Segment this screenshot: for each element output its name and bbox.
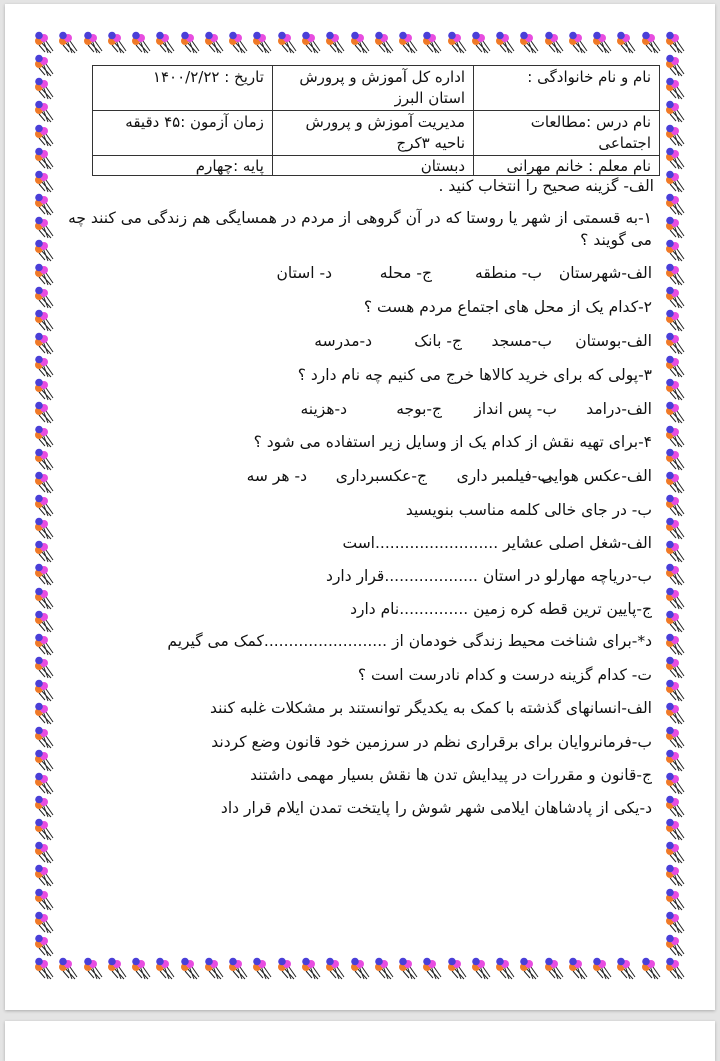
section-a-title: الف- گزینه صحیح را انتخاب کنید . [438, 177, 654, 195]
balloon-icon [203, 31, 225, 55]
question-4-text: ۴-برای تهیه نقش از کدام یک از وسایل زیر استفاده می شود ؟ [253, 433, 652, 451]
option: ج-بوجه [396, 400, 442, 418]
balloon-icon [130, 31, 152, 55]
balloon-icon [664, 610, 686, 634]
balloon-icon [33, 124, 55, 148]
balloon-icon [567, 957, 589, 981]
balloon-icon [33, 587, 55, 611]
balloon-icon [349, 957, 371, 981]
balloon-icon [154, 957, 176, 981]
balloon-icon [664, 448, 686, 472]
balloon-icon [494, 957, 516, 981]
option: د-هزینه [300, 400, 347, 418]
balloon-icon [33, 147, 55, 171]
balloon-icon [33, 193, 55, 217]
balloon-icon [664, 471, 686, 495]
balloon-icon [664, 702, 686, 726]
balloon-icon [300, 31, 322, 55]
balloon-icon [106, 957, 128, 981]
fill-blank-item: ب-دریاچه مهارلو در استان ...................قرار دارد [326, 567, 652, 585]
student-name-cell: نام و نام خانوادگی : [474, 66, 660, 111]
exam-header-table [92, 65, 660, 176]
balloon-icon [33, 563, 55, 587]
balloon-icon [591, 31, 613, 55]
balloon-icon [33, 888, 55, 912]
question-3-options [300, 399, 652, 419]
balloon-icon [470, 957, 492, 981]
section-c-title: ت- کدام گزینه درست و کدام نادرست است ؟ [357, 666, 652, 684]
balloon-icon [33, 170, 55, 194]
balloon-icon [33, 726, 55, 750]
balloon-icon [615, 31, 637, 55]
balloon-icon [33, 957, 55, 981]
balloon-icon [179, 957, 201, 981]
balloon-icon [106, 31, 128, 55]
option: الف-درامد [586, 400, 652, 418]
balloon-icon [664, 77, 686, 101]
balloon-icon [33, 309, 55, 333]
balloon-icon [664, 494, 686, 518]
balloon-icon [494, 31, 516, 55]
exam-date-cell: تاریخ : ۱۴۰۰/۲/۲۲ [93, 66, 273, 111]
option: د- هر سه [246, 467, 307, 485]
next-page-edge [5, 1021, 715, 1061]
balloon-icon [518, 957, 540, 981]
balloon-icon [664, 378, 686, 402]
balloon-icon [33, 841, 55, 865]
balloon-icon [33, 77, 55, 101]
balloon-icon [33, 679, 55, 703]
balloon-icon [664, 540, 686, 564]
balloon-icon [664, 401, 686, 425]
balloon-icon [397, 31, 419, 55]
balloon-icon [33, 934, 55, 958]
balloon-icon [518, 31, 540, 55]
balloon-icon [33, 494, 55, 518]
balloon-icon [33, 425, 55, 449]
balloon-icon [82, 957, 104, 981]
balloon-icon [33, 286, 55, 310]
balloon-icon [33, 471, 55, 495]
balloon-icon [227, 31, 249, 55]
balloon-icon [33, 517, 55, 541]
balloon-icon [664, 633, 686, 657]
option: ج- بانک [414, 332, 462, 350]
subject-cell: نام درس :مطالعات اجتماعی [474, 111, 660, 156]
fill-blank-item: الف-شغل اصلی عشایر .........................است [342, 534, 652, 552]
balloon-icon [446, 957, 468, 981]
balloon-icon [591, 957, 613, 981]
balloon-icon [33, 332, 55, 356]
exam-duration-cell: زمان آزمون :۴۵ دقیقه [93, 111, 273, 156]
option: ب-مسجد [491, 332, 552, 350]
fill-blank-item: د*-برای شناخت محیط زندگی خودمان از .........................کمک می گیریم [167, 632, 652, 650]
balloon-icon [33, 818, 55, 842]
balloon-icon [179, 31, 201, 55]
balloon-icon [640, 31, 662, 55]
balloon-icon [664, 587, 686, 611]
balloon-icon [664, 263, 686, 287]
question-4-options [247, 466, 652, 486]
balloon-icon [397, 957, 419, 981]
true-false-item: الف-انسانهای گذشته با کمک به یکدیگر توانستند بر مشکلات غلبه کنند [210, 699, 652, 717]
balloon-icon [57, 957, 79, 981]
balloon-icon [446, 31, 468, 55]
option: د- استان [276, 264, 332, 282]
question-1-text: ۱-به قسمتی از شهر یا روستا که در آن گروهی از مردم در همسایگی هم زندگی می کنند چه [68, 209, 652, 227]
balloon-icon [33, 378, 55, 402]
option: ج-عکسبرداری [335, 467, 427, 485]
balloon-icon [33, 540, 55, 564]
question-1-text-cont: می گویند ؟ [580, 231, 652, 249]
balloon-icon [664, 841, 686, 865]
balloon-icon [664, 795, 686, 819]
balloon-icon [664, 517, 686, 541]
option: الف-بوستان [575, 332, 652, 350]
balloon-icon [300, 957, 322, 981]
balloon-icon [664, 100, 686, 124]
balloon-icon [640, 957, 662, 981]
balloon-icon [33, 633, 55, 657]
fill-blank-item: ج-پایین ترین قطه کره زمین ..............نام دارد [350, 600, 652, 618]
balloon-icon [664, 355, 686, 379]
option: ب- پس انداز [474, 400, 557, 418]
header-row [93, 66, 660, 111]
balloon-icon [227, 957, 249, 981]
option: ب-فیلمبر داری [456, 467, 552, 485]
balloon-icon [664, 679, 686, 703]
question-2-text: ۲-کدام یک از محل های اجتماع مردم هست ؟ [363, 298, 652, 316]
balloon-icon [543, 957, 565, 981]
section-b-title: ب- در جای خالی کلمه مناسب بنویسید [405, 501, 652, 519]
header-row [93, 156, 660, 176]
option: ج- محله [379, 264, 432, 282]
balloon-icon [664, 656, 686, 680]
balloon-icon [373, 31, 395, 55]
balloon-icon [664, 239, 686, 263]
balloon-icon [33, 864, 55, 888]
education-office-cell: اداره کل آموزش و پرورش استان البرز [272, 66, 473, 111]
balloon-icon [251, 957, 273, 981]
balloon-icon [154, 31, 176, 55]
true-false-item: ج-قانون و مقررات در پیدایش تدن ها نقش بسیار مهمی داشتند [250, 766, 652, 784]
option: ب- منطقه [475, 264, 542, 282]
balloon-icon [664, 934, 686, 958]
balloon-icon [33, 401, 55, 425]
balloon-icon [664, 957, 686, 981]
balloon-icon [130, 957, 152, 981]
balloon-icon [33, 31, 55, 55]
balloon-icon [33, 702, 55, 726]
balloon-icon [276, 957, 298, 981]
district-office-cell: مدیریت آموزش و پرورش ناحیه ۳کرج [272, 111, 473, 156]
balloon-icon [664, 124, 686, 148]
balloon-icon [33, 610, 55, 634]
balloon-icon [664, 31, 686, 55]
question-3-text: ۳-پولی که برای خرید کالاها خرج می کنیم چه نام دارد ؟ [297, 366, 652, 384]
option: الف-عکس هوایی [541, 467, 652, 485]
balloon-icon [664, 332, 686, 356]
balloon-icon [33, 216, 55, 240]
balloon-icon [421, 31, 443, 55]
balloon-icon [57, 31, 79, 55]
balloon-icon [664, 726, 686, 750]
balloon-icon [373, 957, 395, 981]
balloon-icon [664, 749, 686, 773]
balloon-icon [33, 911, 55, 935]
balloon-icon [664, 309, 686, 333]
option: الف-شهرستان [558, 264, 652, 282]
true-false-item: د-یکی از پادشاهان ایلامی شهر شوش را پایتخت تمدن ایلام قرار داد [220, 799, 652, 817]
balloon-icon [203, 957, 225, 981]
question-2-options [314, 331, 652, 351]
balloon-icon [33, 772, 55, 796]
balloon-icon [82, 31, 104, 55]
balloon-icon [664, 563, 686, 587]
balloon-icon [33, 100, 55, 124]
balloon-icon [543, 31, 565, 55]
balloon-icon [664, 864, 686, 888]
balloon-icon [664, 216, 686, 240]
balloon-icon [251, 31, 273, 55]
balloon-icon [470, 31, 492, 55]
balloon-icon [33, 355, 55, 379]
balloon-icon [664, 147, 686, 171]
balloon-icon [664, 888, 686, 912]
option: د-مدرسه [314, 332, 372, 350]
balloon-icon [276, 31, 298, 55]
teacher-cell: نام معلم : خانم مهرانی [474, 156, 660, 176]
true-false-item: ب-فرمانروایان برای برقراری نظم در سرزمین خود قانون وضع کردند [211, 733, 652, 751]
balloon-icon [324, 957, 346, 981]
balloon-icon [664, 170, 686, 194]
balloon-icon [33, 656, 55, 680]
balloon-icon [33, 54, 55, 78]
balloon-icon [664, 818, 686, 842]
balloon-icon [664, 54, 686, 78]
grade-cell: پایه :چهارم [93, 156, 273, 176]
balloon-icon [33, 749, 55, 773]
balloon-icon [33, 239, 55, 263]
header-row [93, 111, 660, 156]
balloon-icon [421, 957, 443, 981]
balloon-icon [349, 31, 371, 55]
balloon-icon [664, 425, 686, 449]
balloon-icon [664, 911, 686, 935]
exam-page [5, 4, 715, 1010]
balloon-icon [664, 772, 686, 796]
balloon-icon [664, 193, 686, 217]
balloon-icon [33, 448, 55, 472]
question-1-options [277, 263, 653, 283]
school-type-cell: دبستان [272, 156, 473, 176]
balloon-icon [33, 795, 55, 819]
balloon-icon [664, 286, 686, 310]
balloon-icon [567, 31, 589, 55]
balloon-icon [33, 263, 55, 287]
balloon-icon [615, 957, 637, 981]
balloon-icon [324, 31, 346, 55]
